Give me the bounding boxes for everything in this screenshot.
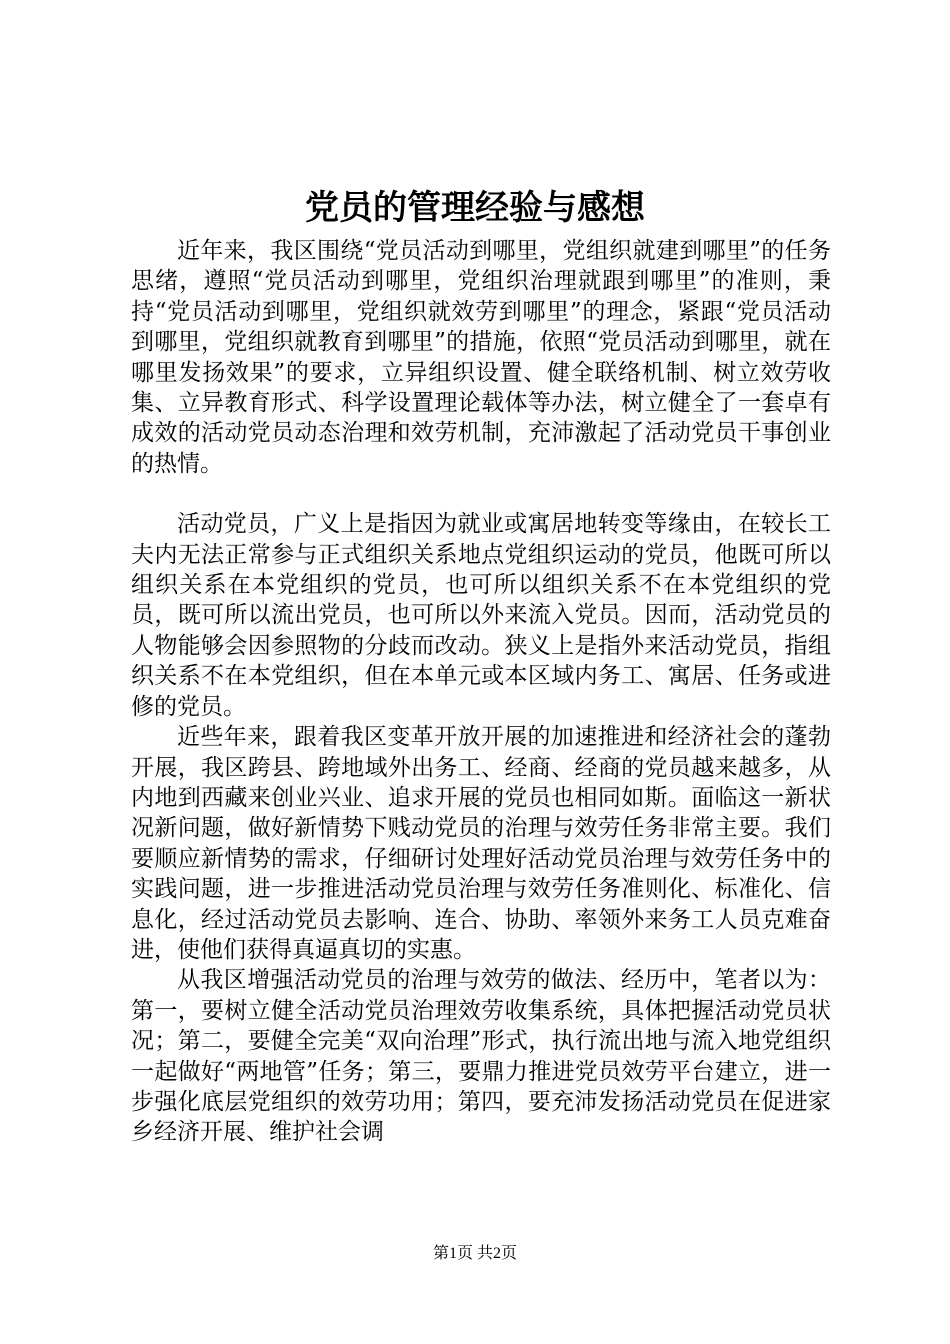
document-title: 党员的管理经验与感想 xyxy=(305,188,645,228)
document-body xyxy=(131,236,831,1148)
paragraph-1: 近年来，我区围绕“党员活动到哪里，党组织就建到哪里”的任务思绪，遵照“党员活动到哪里，党组织治理就跟到哪里”的准则，秉持“党员活动到哪里，党组织就效劳到哪里”的理念，紧跟“党员活动到哪里，党组织就教育到哪里”的措施，依照“党员活动到哪里，就在哪里发扬效果”的要求，立异组织设置、健全联络机制、树立效劳收集、立异教育形式、科学设置理论载体等办法，树立健全了一套卓有成效的活动党员动态治理和效劳机制，充沛激起了活动党员干事创业的热情。 xyxy=(131,238,831,477)
paragraph-gap xyxy=(131,479,831,509)
paragraph-3: 近些年来，跟着我区变革开放开展的加速推进和经济社会的蓬勃开展，我区跨县、跨地域外出务工、经商、经商的党员越来越多，从内地到西藏来创业兴业、追求开展的党员也相同如斯。面临这一新状况新问题，做好新情势下贱动党员的治理与效劳任务非常主要。我们要顺应新情势的需求，仔细研讨处理好活动党员治理与效劳任务中的实践问题，进一步推进活动党员治理与效劳任务准则化、标准化、信息化，经过活动党员去影响、连合、协助、率领外来务工人员克难奋进，使他们获得真逼真切的实惠。 xyxy=(131,724,831,963)
paragraph-4: 从我区增强活动党员的治理与效劳的做法、经历中，笔者以为：第一，要树立健全活动党员治理效劳收集系统，具体把握活动党员状况；第二，要健全完美“双向治理”形式，执行流出地与流入地党组织一起做好“两地管”任务；第三，要鼎力推进党员效劳平台建立，进一步强化底层党组织的效劳功用；第四，要充沛发扬活动党员在促进家乡经济开展、维护社会调 xyxy=(131,967,831,1146)
page-footer: 第1页 共2页 xyxy=(432,1245,517,1262)
paragraph-2: 活动党员，广义上是指因为就业或寓居地转变等缘由，在较长工夫内无法正常参与正式组织关系地点党组织运动的党员，他既可所以组织关系在本党组织的党员，也可所以组织关系不在本党组织的党员，既可所以流出党员，也可所以外来流入党员。因而，活动党员的人物能够会因参照物的分歧而改动。狭义上是指外来活动党员，指组织关系不在本党组织，但在本单元或本区域内务工、寓居、任务或进修的党员。 xyxy=(131,511,831,720)
